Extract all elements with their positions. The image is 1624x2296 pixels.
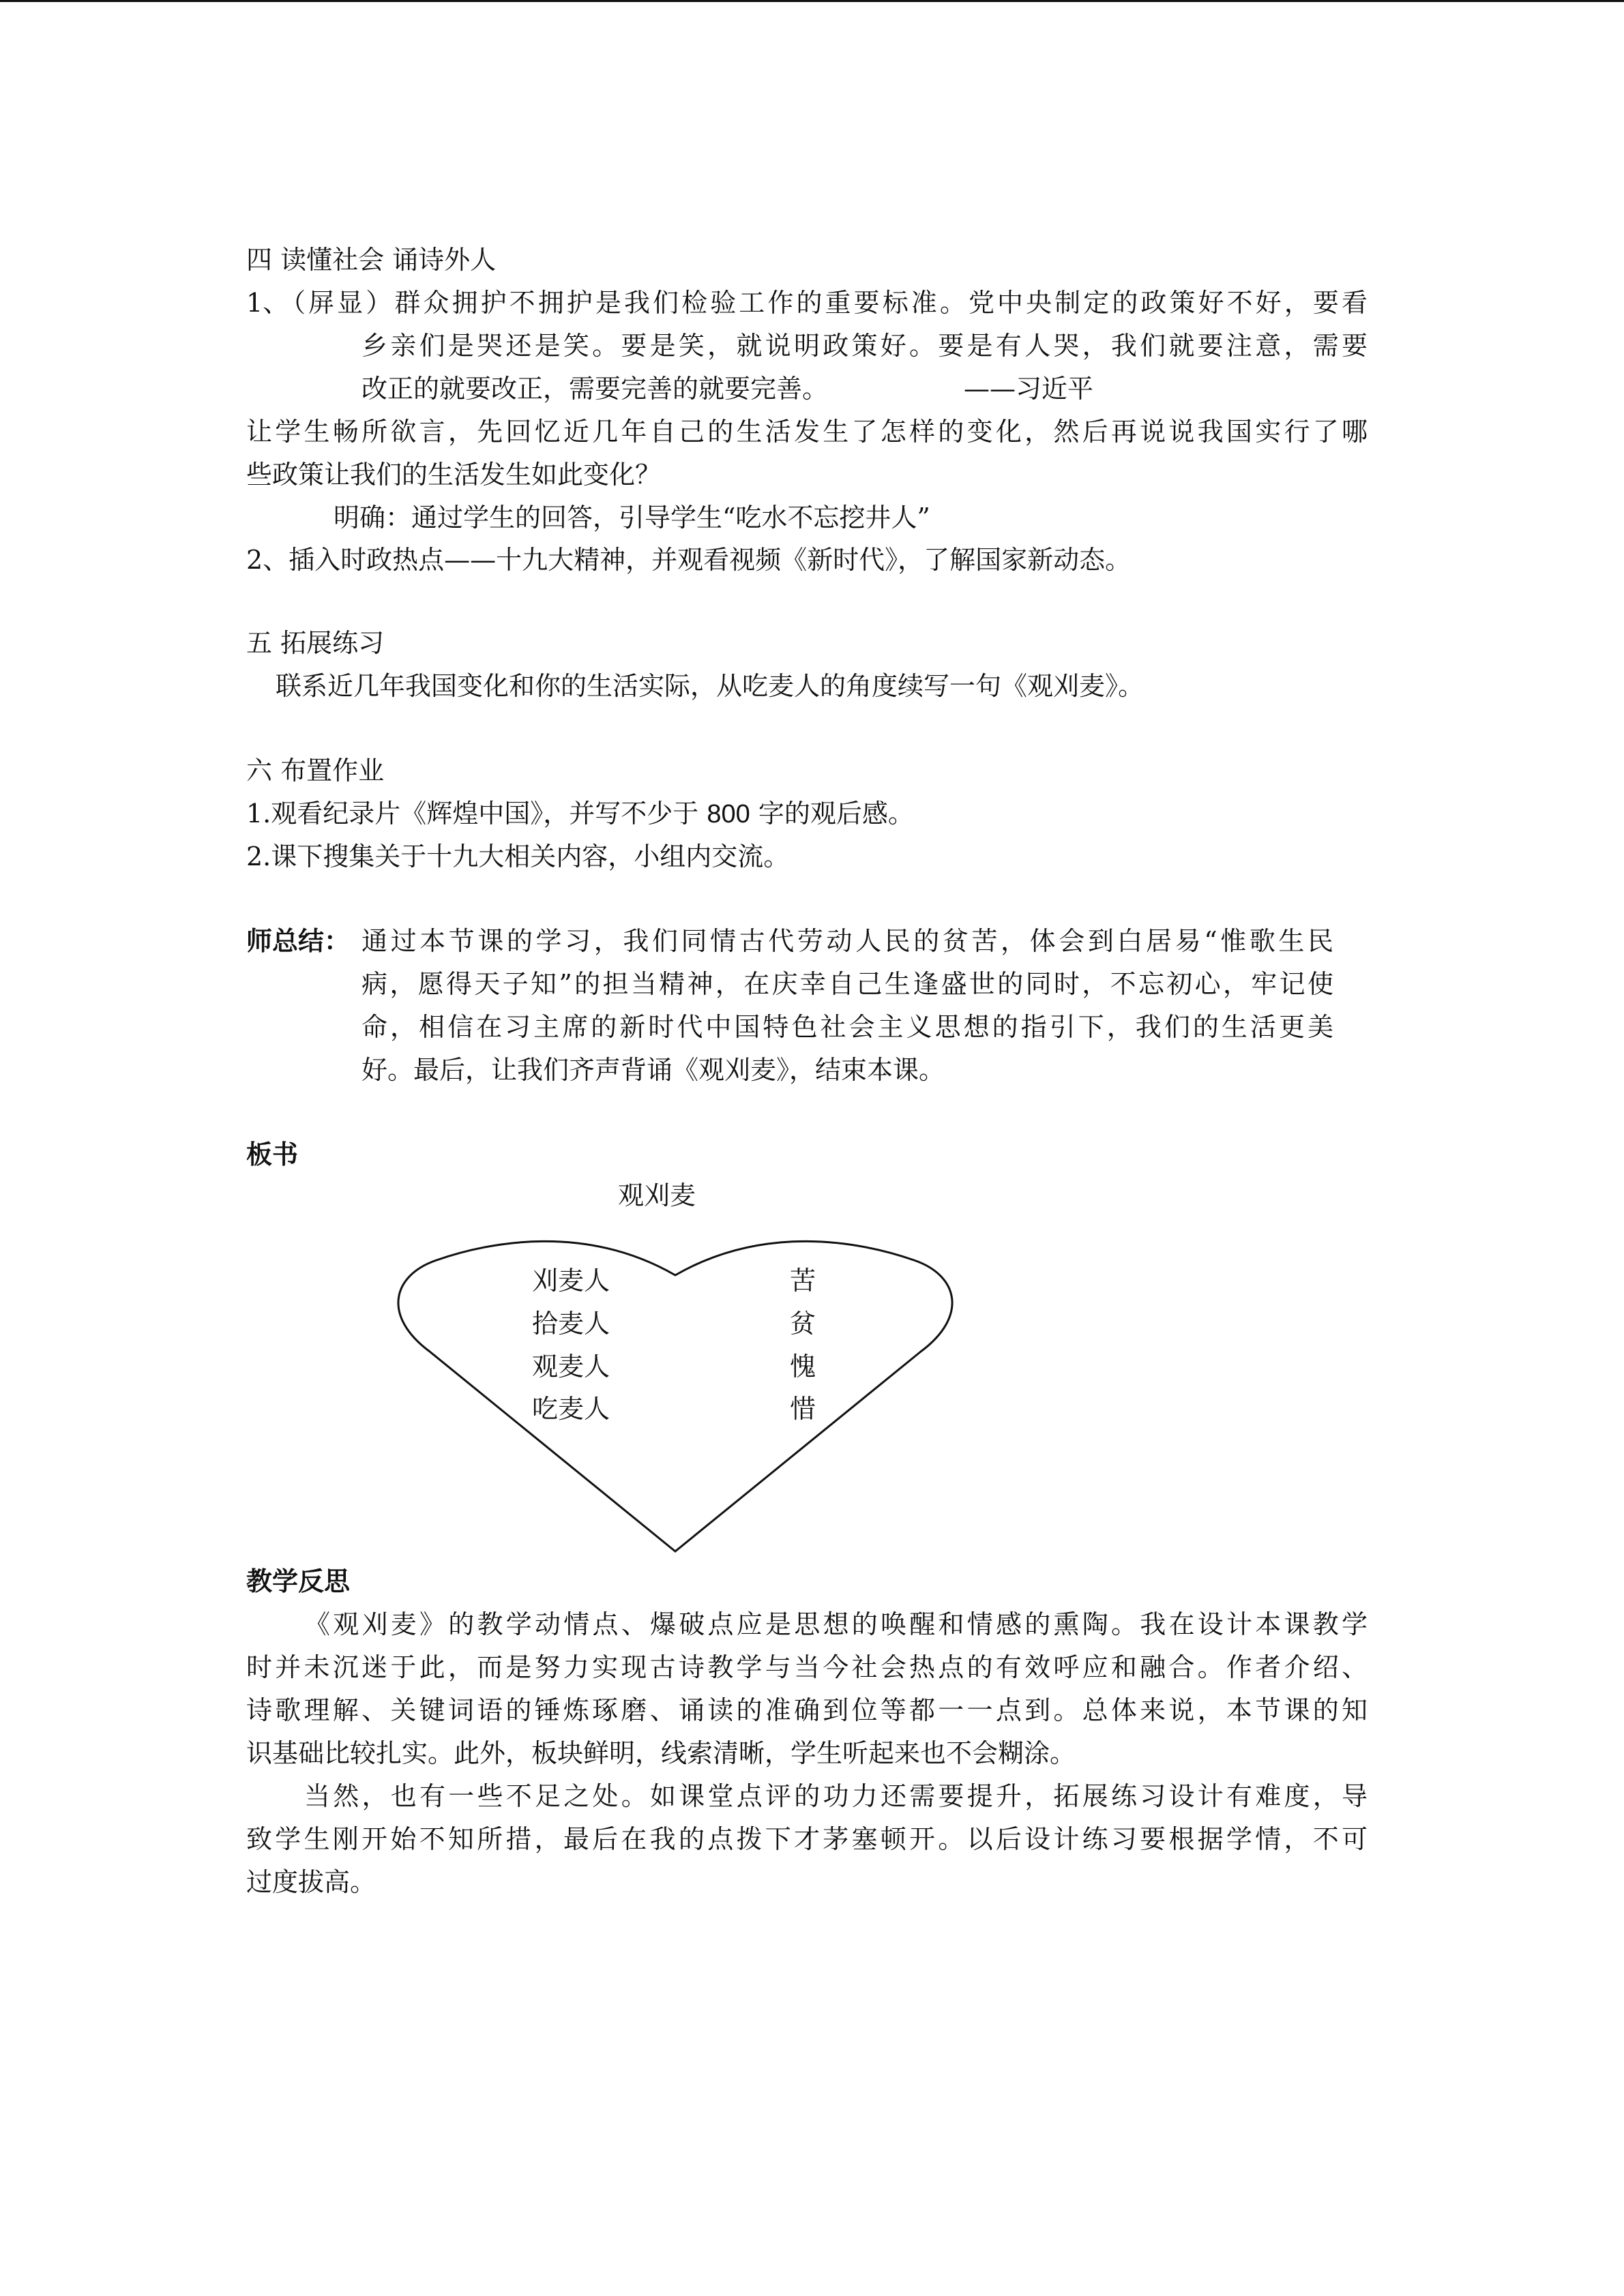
board-feeling-2: 愧 — [790, 1352, 816, 1382]
summary-line1: 通过本节课的学习，我们同情古代劳动人民的贫苦，体会到白居易“惟歌生民 — [361, 926, 1333, 956]
section6-item1-pre: 1.观看纪录片《辉煌中国》，并写不少于 — [246, 799, 707, 829]
section4-item1-line1: （屏显）群众拥护不拥护是我们检验工作的重要标准。党中央制定的政策好不好，要看 — [280, 288, 1368, 318]
reflection-p2-line1: 当然，也有一些不足之处。如课堂点评的功力还需要提升，拓展练习设计有难度，导 — [304, 1781, 1368, 1811]
section4-discussion-line1: 让学生畅所欲言，先回忆近几年自己的生活发生了怎样的变化，然后再说说我国实行了哪 — [246, 417, 1368, 447]
reflection-p1-line1: 《观刈麦》的教学动情点、爆破点应是思想的唤醒和情感的熏陶。我在设计本课教学 — [304, 1609, 1368, 1639]
board-people-3: 吃麦人 — [532, 1394, 610, 1424]
board-people-2: 观麦人 — [532, 1352, 610, 1382]
section4-item1-label: 1、 — [246, 288, 289, 318]
section4-item1-line3: 改正的就要改正，需要完善的就要完善。 — [361, 374, 829, 404]
board-feeling-1: 贫 — [790, 1309, 816, 1339]
section6-item2: 2.课下搜集关于十九大相关内容，小组内交流。 — [246, 841, 790, 871]
heart-outline — [398, 1241, 952, 1551]
board-feeling-0: 苦 — [790, 1266, 816, 1296]
summary-line2: 病，愿得天子知”的担当精神，在庆幸自己生逢盛世的同时，不忘初心，牢记使 — [361, 969, 1333, 999]
section4-item1-line2: 乡亲们是哭还是笑。要是笑，就说明政策好。要是有人哭，我们就要注意，需要 — [361, 331, 1368, 361]
reflection-p1-line2: 时并未沉迷于此，而是努力实现古诗教学与当今社会热点的有效呼应和融合。作者介绍、 — [246, 1652, 1368, 1682]
board-people-1: 拾麦人 — [532, 1309, 610, 1339]
reflection-p2-line3: 过度拔高。 — [246, 1867, 377, 1897]
section4-item1-attribution: ——习近平 — [964, 374, 1094, 404]
section6-item1-post: 字的观后感。 — [750, 799, 914, 829]
section6-item1-number: 800 — [707, 800, 750, 829]
section4-item2: 2、插入时政热点——十九大精神，并观看视频《新时代》，了解国家新动态。 — [246, 545, 1132, 575]
reflection-p1-line4: 识基础比较扎实。此外，板块鲜明，线索清晰，学生听起来也不会糊涂。 — [246, 1738, 1076, 1768]
reflection-heading: 教学反思 — [246, 1566, 351, 1596]
section4-clarify: 明确：通过学生的回答，引导学生“吃水不忘挖井人” — [334, 503, 930, 533]
reflection-p2-line2: 致学生刚开始不知所措，最后在我的点拨下才茅塞顿开。以后设计练习要根据学情，不可 — [246, 1824, 1368, 1854]
section5-heading: 五 拓展练习 — [246, 628, 385, 658]
section4-heading: 四 读懂社会 诵诗外人 — [246, 245, 497, 275]
section6-heading: 六 布置作业 — [246, 756, 385, 786]
summary-line4: 好。最后，让我们齐声背诵《观刈麦》，结束本课。 — [361, 1055, 945, 1085]
board-heading: 板书 — [246, 1139, 299, 1169]
summary-line3: 命，相信在习主席的新时代中国特色社会主义思想的指引下，我们的生活更美 — [361, 1012, 1333, 1042]
summary-label: 师总结： — [246, 925, 351, 956]
section5-text: 联系近几年我国变化和你的生活实际，从吃麦人的角度续写一句《观刈麦》。 — [276, 671, 1145, 701]
section4-discussion-line2: 些政策让我们的生活发生如此变化？ — [246, 460, 662, 490]
reflection-p1-line3: 诗歌理解、关键词语的锤炼琢磨、诵读的准确到位等都一一点到。总体来说，本节课的知 — [246, 1695, 1368, 1725]
board-title: 观刈麦 — [618, 1180, 696, 1210]
board-feeling-3: 惜 — [790, 1394, 816, 1424]
board-people-0: 刈麦人 — [532, 1266, 610, 1296]
